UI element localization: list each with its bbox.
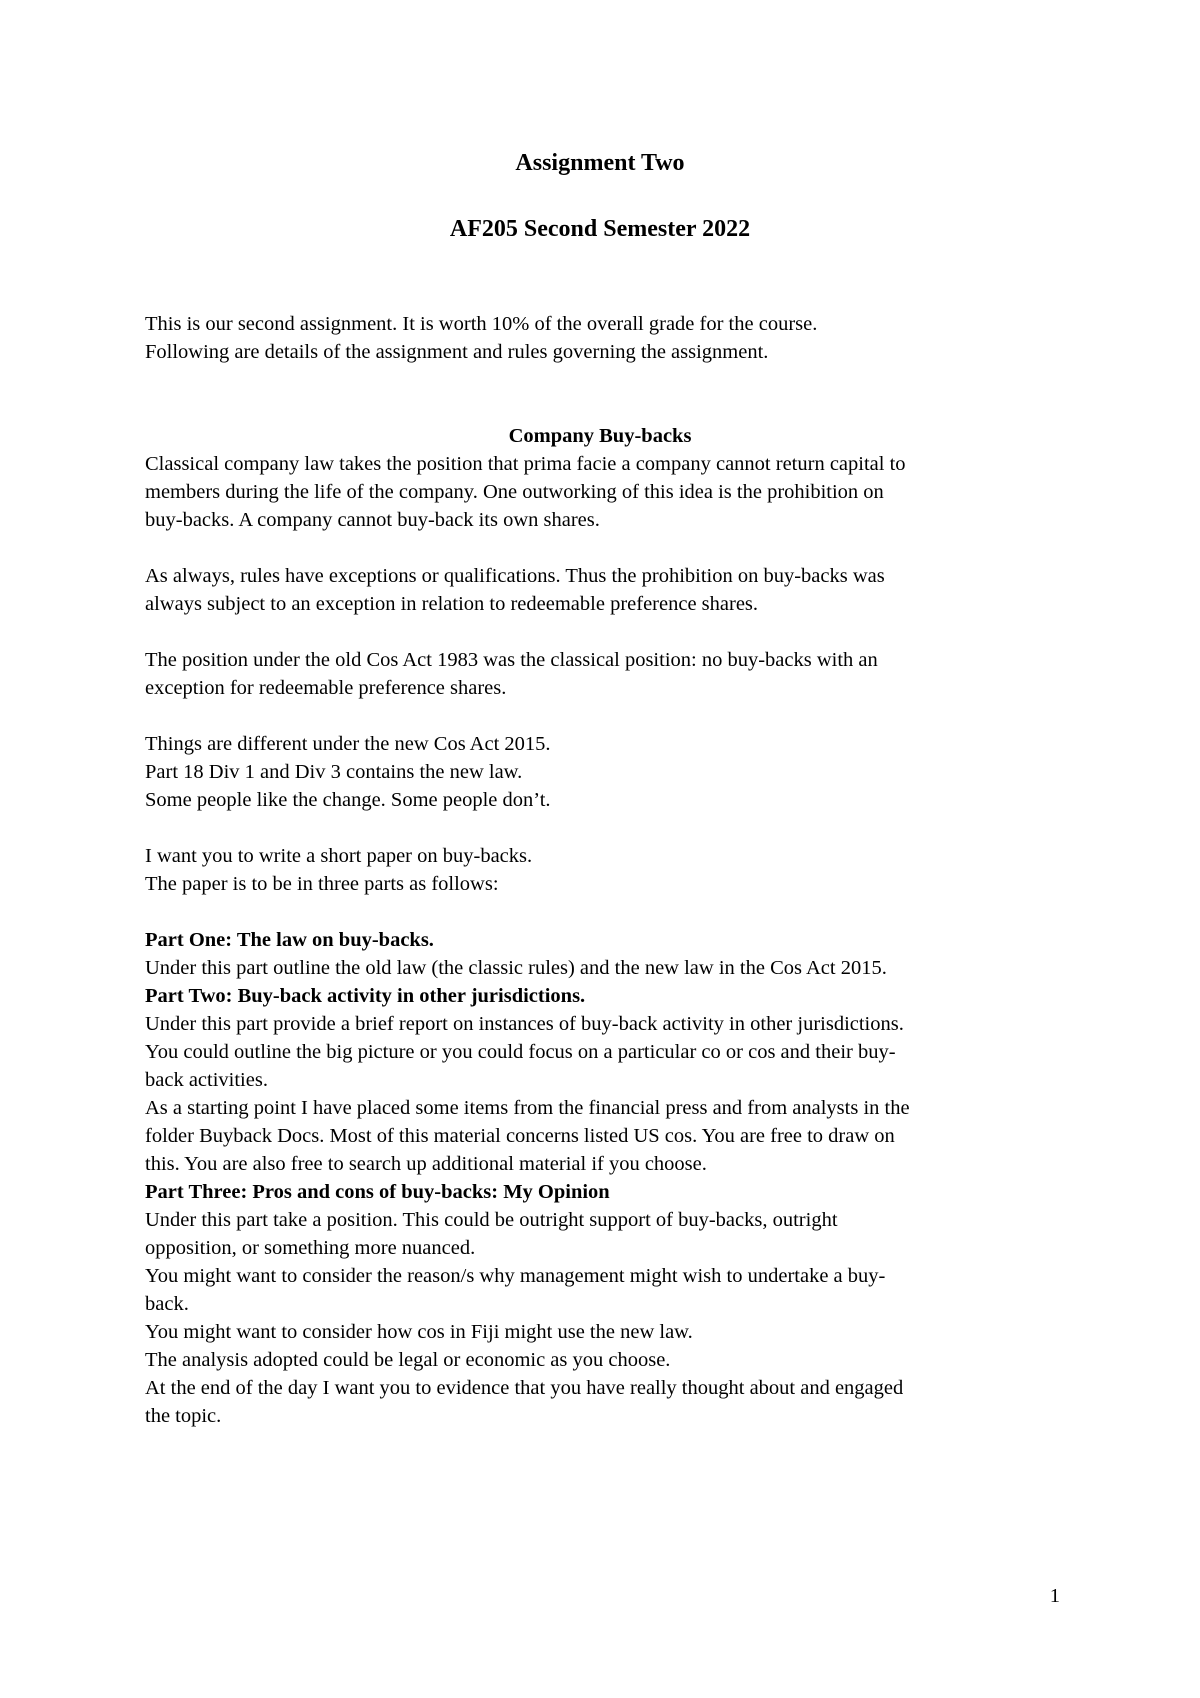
paragraph-line: Some people like the change. Some people don’t. <box>145 789 551 811</box>
part-two-line: this. You are also free to search up additional material if you choose. <box>145 1153 707 1175</box>
part-three-line: You might want to consider how cos in Fiji might use the new law. <box>145 1321 693 1343</box>
paragraph-line: Classical company law takes the position that prima facie a company cannot return capital to <box>145 453 906 475</box>
paragraph-line: Part 18 Div 1 and Div 3 contains the new law. <box>145 761 523 783</box>
paragraph-line: The position under the old Cos Act 1983 was the classical position: no buy-backs with an <box>145 649 878 671</box>
part-two-line: back activities. <box>145 1069 268 1091</box>
paragraph-line: always subject to an exception in relation to redeemable preference shares. <box>145 593 759 615</box>
part-three-heading: Part Three: Pros and cons of buy-backs: My Opinion <box>145 1181 610 1203</box>
paragraph-line: Things are different under the new Cos Act 2015. <box>145 733 551 755</box>
part-two-line: You could outline the big picture or you could focus on a particular co or cos and their buy- <box>145 1041 896 1063</box>
part-two-line: As a starting point I have placed some items from the financial press and from analysts in the <box>145 1097 910 1119</box>
part-three-line: At the end of the day I want you to evidence that you have really thought about and engaged <box>145 1377 904 1399</box>
part-three-line: The analysis adopted could be legal or economic as you choose. <box>145 1349 671 1371</box>
document-subtitle: AF205 Second Semester 2022 <box>449 216 751 242</box>
part-three-line: the topic. <box>145 1405 222 1427</box>
part-three-line: back. <box>145 1293 189 1315</box>
paragraph-line: The paper is to be in three parts as follows: <box>145 873 499 895</box>
page-number: 1 <box>1049 1585 1060 1607</box>
part-three-line: Under this part take a position. This could be outright support of buy-backs, outright <box>145 1209 838 1231</box>
part-three-line: You might want to consider the reason/s why management might wish to undertake a buy- <box>145 1265 886 1287</box>
intro-line: This is our second assignment. It is worth 10% of the overall grade for the course. <box>145 313 818 335</box>
part-two-line: Under this part provide a brief report on instances of buy-back activity in other jurisdictions. <box>145 1013 904 1035</box>
part-two-line: folder Buyback Docs. Most of this material concerns listed US cos. You are free to draw on <box>145 1125 895 1147</box>
paragraph-line: As always, rules have exceptions or qualifications. Thus the prohibition on buy-backs was <box>145 565 885 587</box>
part-one-heading: Part One: The law on buy-backs. <box>145 929 434 951</box>
document-body <box>145 310 1075 1430</box>
part-one-line: Under this part outline the old law (the classic rules) and the new law in the Cos Act 2015. <box>145 957 887 979</box>
document-title: Assignment Two <box>515 150 685 176</box>
paragraph-line: members during the life of the company. One outworking of this idea is the prohibition on <box>145 481 884 503</box>
part-two-heading: Part Two: Buy-back activity in other jurisdictions. <box>145 985 586 1007</box>
intro-line: Following are details of the assignment and rules governing the assignment. <box>145 341 769 363</box>
part-three-line: opposition, or something more nuanced. <box>145 1237 476 1259</box>
section-heading: Company Buy-backs <box>508 425 692 447</box>
paragraph-line: exception for redeemable preference shares. <box>145 677 507 699</box>
paragraph-line: I want you to write a short paper on buy-backs. <box>145 845 533 867</box>
paragraph-line: buy-backs. A company cannot buy-back its own shares. <box>145 509 600 531</box>
